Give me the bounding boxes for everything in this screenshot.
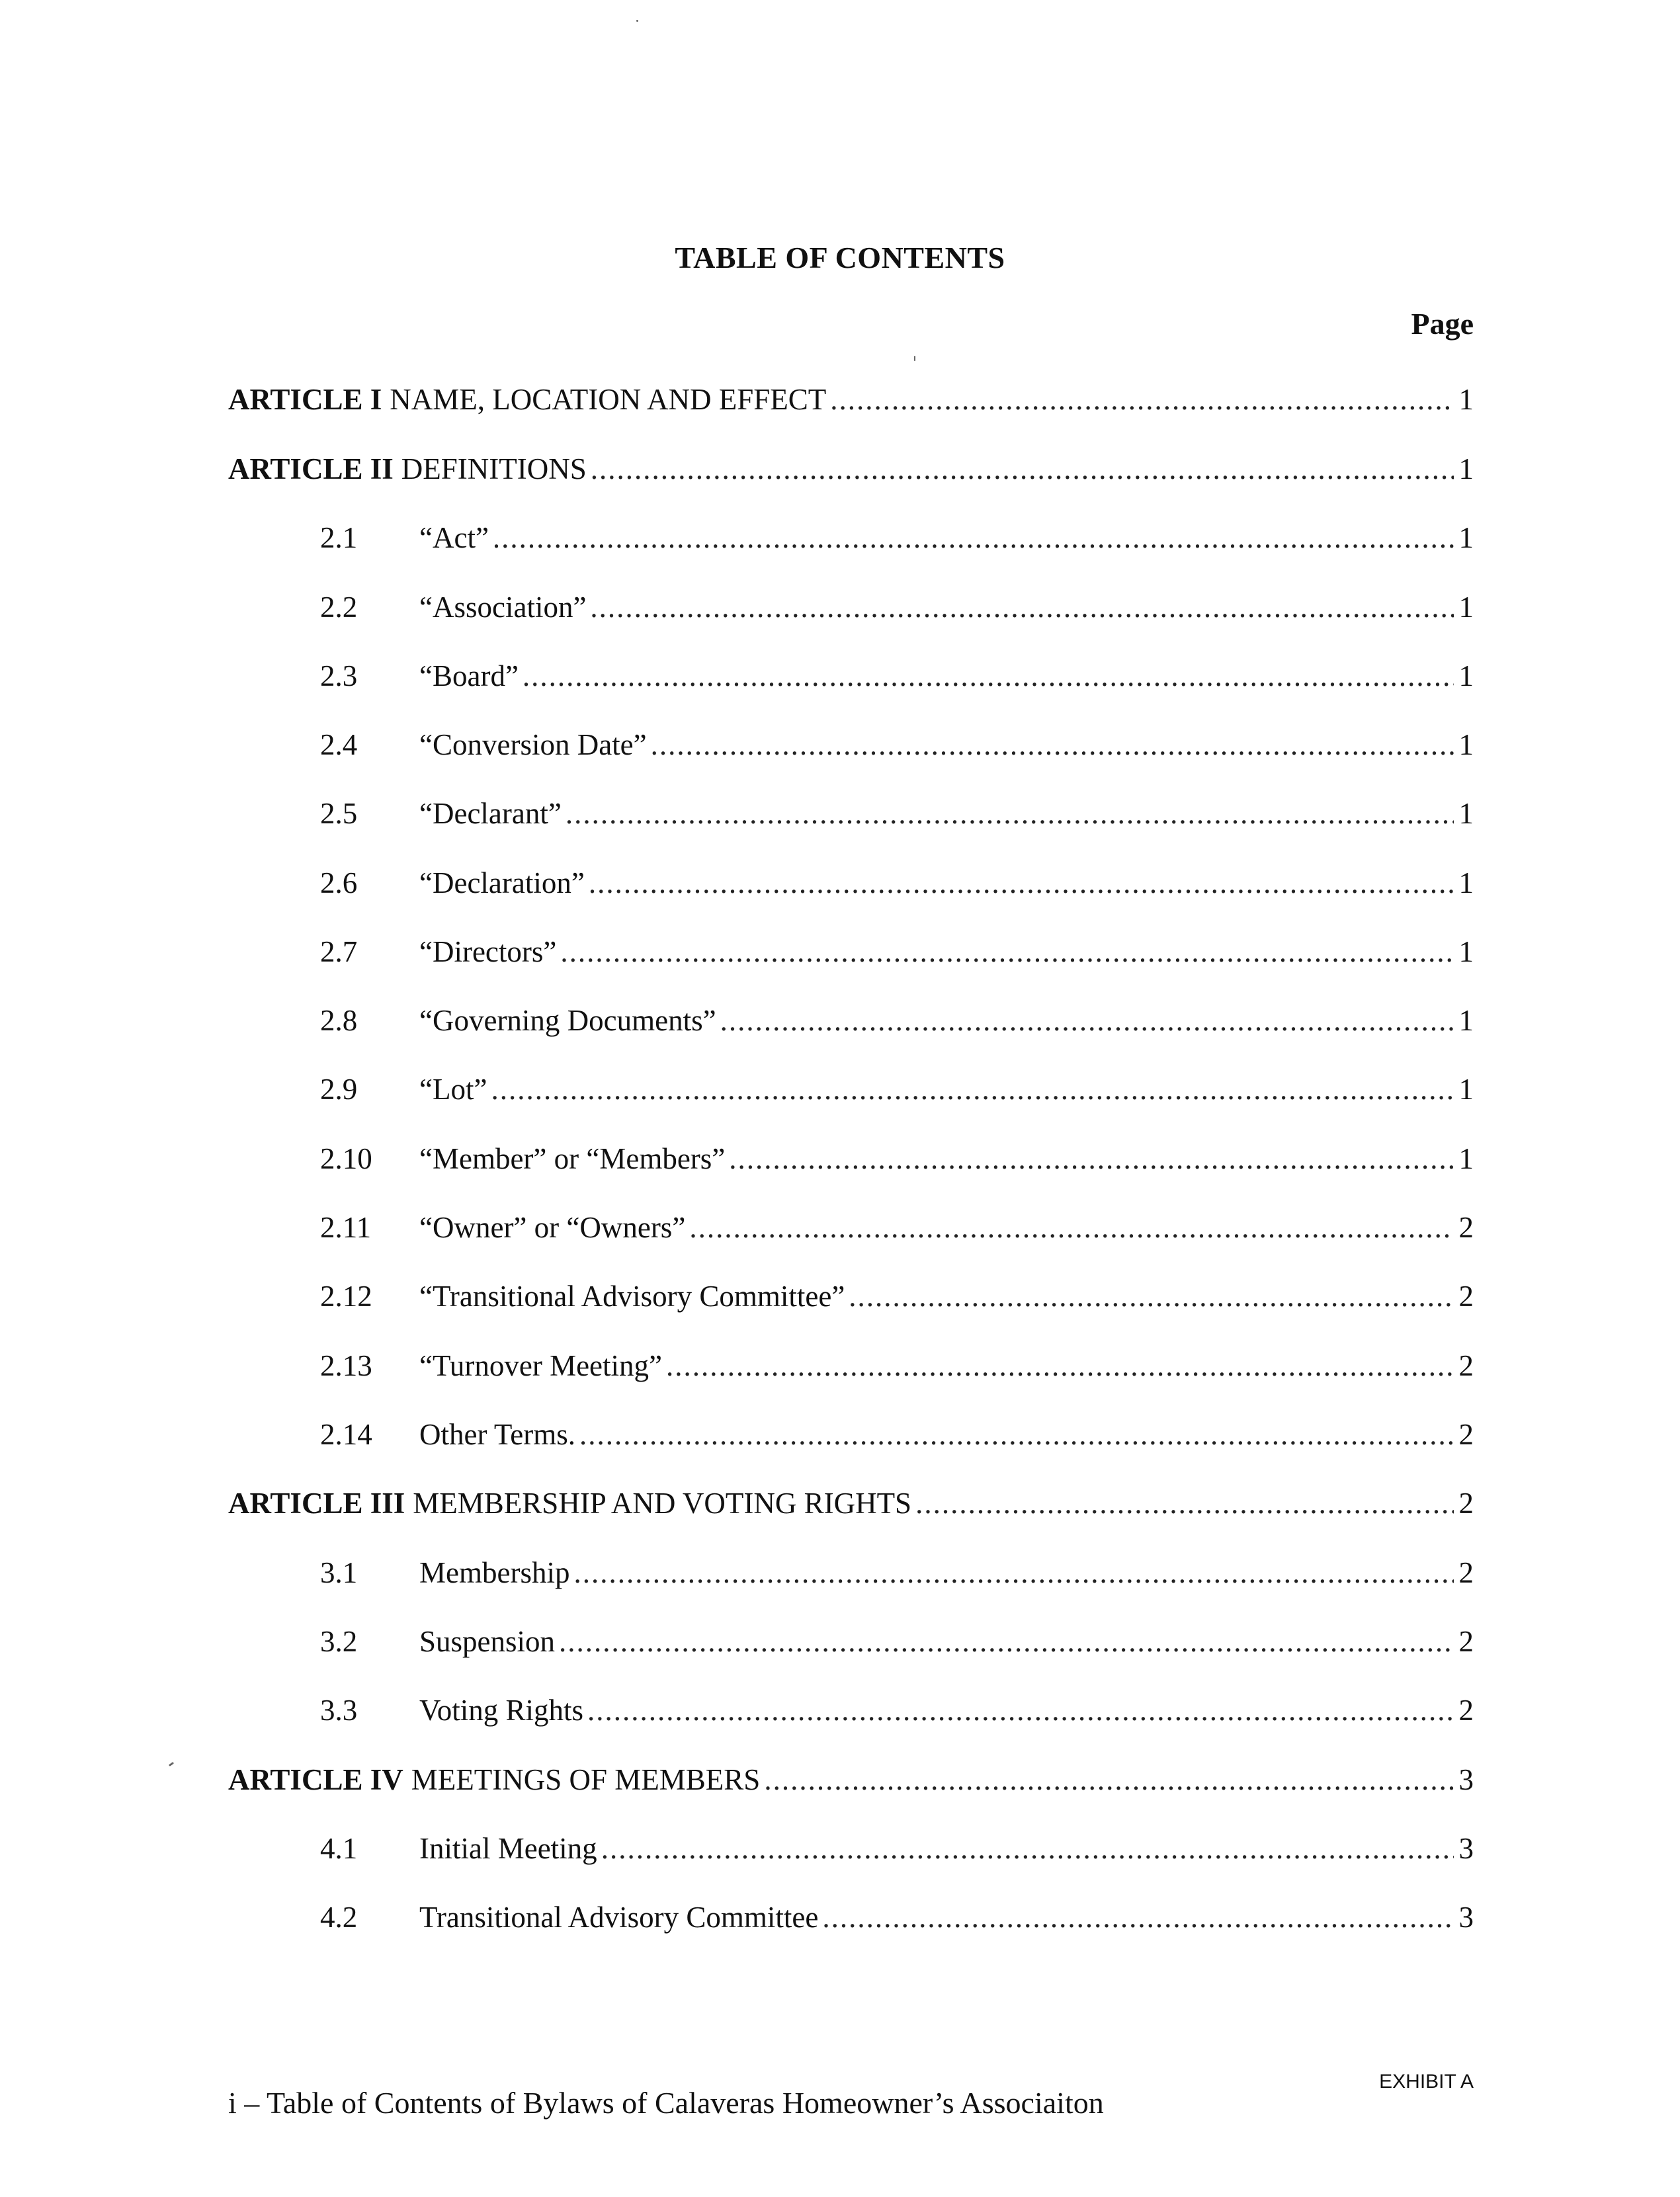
section-title: Other Terms.: [419, 1418, 575, 1451]
page-number: 1: [1458, 452, 1474, 485]
article-label: ARTICLE III: [228, 1487, 405, 1520]
article-label: ARTICLE II: [228, 452, 394, 485]
article-title: MEETINGS OF MEMBERS: [411, 1763, 761, 1796]
section-number: 2.1: [320, 521, 358, 554]
dot-leader: [915, 1483, 1454, 1523]
toc-entry-article-2[interactable]: [228, 449, 1474, 489]
section-number: 2.8: [320, 1004, 358, 1037]
article-title: NAME, LOCATION AND EFFECT: [390, 383, 827, 416]
dot-leader: [579, 1415, 1454, 1454]
toc-entry-section[interactable]: [320, 1346, 1474, 1386]
dot-leader: [849, 1276, 1454, 1316]
page-number: 1: [1458, 1004, 1474, 1037]
toc-entry-section[interactable]: [320, 518, 1474, 558]
dot-leader: [601, 1829, 1454, 1868]
page-title: TABLE OF CONTENTS: [675, 241, 1005, 274]
section-number: 2.10: [320, 1142, 372, 1175]
page-number: 2: [1458, 1280, 1474, 1313]
toc-entry-section[interactable]: [320, 1829, 1474, 1868]
dot-leader: [560, 932, 1454, 972]
scan-speck: [169, 1762, 174, 1766]
section-number: 2.3: [320, 659, 358, 692]
section-title: Membership: [419, 1556, 570, 1589]
toc-entry-article-3[interactable]: [228, 1483, 1474, 1523]
toc-entry-section[interactable]: [320, 1622, 1474, 1661]
section-number: 2.2: [320, 591, 358, 624]
page-column-label: Page: [1411, 307, 1474, 341]
page-number: 1: [1458, 521, 1474, 554]
article-label: ARTICLE I: [228, 383, 382, 416]
section-number: 2.5: [320, 797, 358, 830]
dot-leader: [729, 1139, 1454, 1179]
section-number: 3.1: [320, 1556, 358, 1589]
section-number: 4.1: [320, 1832, 358, 1865]
toc-entry-section[interactable]: [320, 1001, 1474, 1040]
page-number: 1: [1458, 1142, 1474, 1175]
dot-leader: [689, 1208, 1454, 1247]
section-title: “Turnover Meeting”: [419, 1349, 663, 1382]
toc-entry-article-4[interactable]: [228, 1760, 1474, 1800]
section-number: 2.4: [320, 728, 358, 761]
toc-entry-section[interactable]: [320, 1069, 1474, 1109]
page-footer: i – Table of Contents of Bylaws of Calaveras Homeowner’s Associaiton: [228, 2086, 1104, 2120]
page-number: 1: [1458, 797, 1474, 830]
section-title: Voting Rights: [419, 1694, 583, 1727]
page-number: 3: [1458, 1832, 1474, 1865]
scan-speck: [636, 20, 638, 22]
toc-entry-section[interactable]: [320, 932, 1474, 972]
section-number: 2.13: [320, 1349, 372, 1382]
toc-entry-section[interactable]: [320, 1897, 1474, 1937]
toc-entry-section[interactable]: [320, 1139, 1474, 1179]
dot-leader: [491, 1069, 1454, 1109]
article-title: MEMBERSHIP AND VOTING RIGHTS: [413, 1487, 912, 1520]
page-number: 1: [1458, 866, 1474, 899]
page-number: 1: [1458, 659, 1474, 692]
page-number: 1: [1458, 383, 1474, 416]
section-number: 2.7: [320, 935, 358, 968]
toc-entry-section[interactable]: [320, 1276, 1474, 1316]
page-number: 1: [1458, 1073, 1474, 1106]
dot-leader: [566, 794, 1454, 833]
article-label: ARTICLE IV: [228, 1763, 403, 1796]
article-title: DEFINITIONS: [401, 452, 587, 485]
toc-entry-section[interactable]: [320, 725, 1474, 765]
section-title: “Declarant”: [419, 797, 562, 830]
page-number: 2: [1458, 1556, 1474, 1589]
toc-entry-section[interactable]: [320, 794, 1474, 833]
page-number: 2: [1458, 1211, 1474, 1244]
section-title: “Declaration”: [419, 866, 585, 899]
dot-leader: [493, 518, 1454, 558]
section-number: 3.3: [320, 1694, 358, 1727]
toc-entry-section[interactable]: [320, 587, 1474, 627]
dot-leader: [720, 1001, 1454, 1040]
section-title: Transitional Advisory Committee: [419, 1901, 819, 1934]
dot-leader: [591, 449, 1454, 489]
section-number: 2.12: [320, 1280, 372, 1313]
dot-leader: [590, 587, 1454, 627]
section-number: 2.6: [320, 866, 358, 899]
section-title: “Lot”: [419, 1073, 487, 1106]
dot-leader: [651, 725, 1454, 765]
section-title: Initial Meeting: [419, 1832, 597, 1865]
page-number: 3: [1458, 1763, 1474, 1796]
scan-speck: [914, 356, 915, 361]
exhibit-label: EXHIBIT A: [1379, 2071, 1474, 2093]
section-title: “Transitional Advisory Committee”: [419, 1280, 845, 1313]
section-number: 3.2: [320, 1625, 358, 1658]
section-number: 2.9: [320, 1073, 358, 1106]
dot-leader: [589, 863, 1454, 903]
toc-entry-section[interactable]: [320, 1415, 1474, 1454]
page-number: 3: [1458, 1901, 1474, 1934]
toc-entry-section[interactable]: [320, 1208, 1474, 1247]
dot-leader: [830, 380, 1454, 419]
page-number: 1: [1458, 591, 1474, 624]
toc-entry-section[interactable]: [320, 1553, 1474, 1593]
toc-entry-section[interactable]: [320, 656, 1474, 696]
section-title: “Member” or “Members”: [419, 1142, 726, 1175]
dot-leader: [523, 656, 1454, 696]
page-number: 2: [1458, 1694, 1474, 1727]
page-number: 1: [1458, 935, 1474, 968]
toc-entry-section[interactable]: [320, 1690, 1474, 1730]
section-title: “Owner” or “Owners”: [419, 1211, 686, 1244]
section-title: Suspension: [419, 1625, 556, 1658]
dot-leader: [573, 1553, 1454, 1593]
dot-leader: [587, 1690, 1454, 1730]
dot-leader: [764, 1760, 1454, 1800]
section-title: “Conversion Date”: [419, 728, 647, 761]
section-title: “Act”: [419, 521, 489, 554]
page-number: 2: [1458, 1487, 1474, 1520]
section-title: “Board”: [419, 659, 519, 692]
dot-leader: [559, 1622, 1454, 1661]
dot-leader: [822, 1897, 1454, 1937]
page-number: 2: [1458, 1418, 1474, 1451]
section-title: “Directors”: [419, 935, 557, 968]
page-number: 2: [1458, 1625, 1474, 1658]
toc-entry-section[interactable]: [320, 863, 1474, 903]
section-number: 4.2: [320, 1901, 358, 1934]
section-title: “Governing Documents”: [419, 1004, 716, 1037]
section-title: “Association”: [419, 591, 587, 624]
section-number: 2.14: [320, 1418, 372, 1451]
page-number: 1: [1458, 728, 1474, 761]
page-number: 2: [1458, 1349, 1474, 1382]
section-number: 2.11: [320, 1211, 372, 1244]
toc-entry-article-1[interactable]: [228, 380, 1474, 419]
dot-leader: [666, 1346, 1454, 1386]
